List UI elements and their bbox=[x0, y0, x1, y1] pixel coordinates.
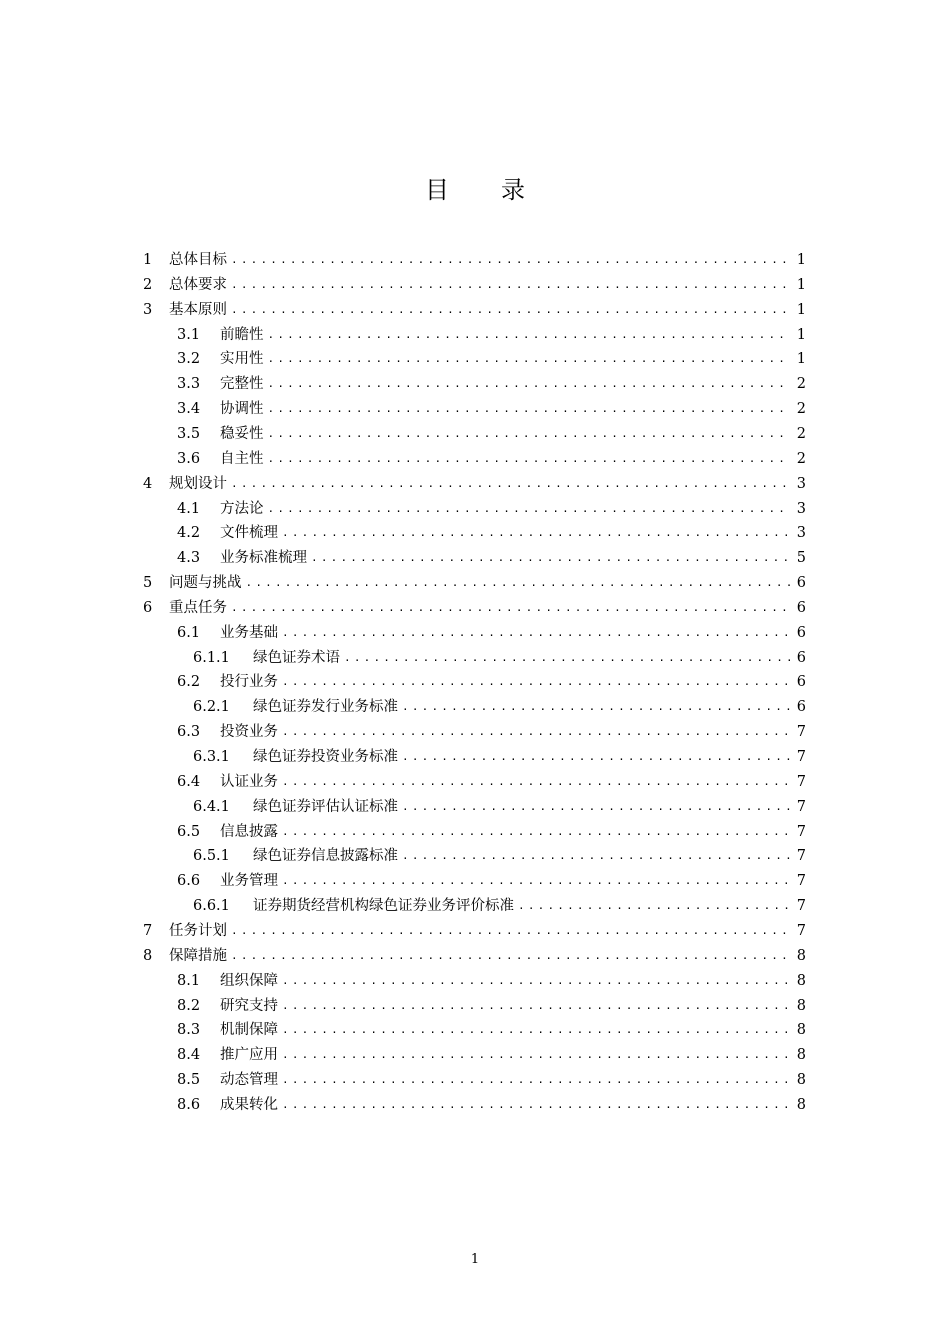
toc-entry-label: 业务基础 bbox=[220, 624, 278, 641]
toc-leader-dots bbox=[268, 323, 791, 348]
toc-entry-number: 5 bbox=[143, 575, 153, 592]
toc-leader-dots bbox=[402, 844, 790, 869]
toc-entry-number: 6.2 bbox=[177, 674, 201, 691]
toc-entry-label: 协调性 bbox=[220, 401, 264, 418]
toc-entry-page: 8 bbox=[796, 1096, 806, 1113]
toc-entry-page: 8 bbox=[796, 947, 806, 964]
toc-entry-number: 2 bbox=[143, 276, 153, 293]
toc-entry[interactable] bbox=[177, 969, 806, 994]
toc-entry[interactable] bbox=[143, 248, 806, 273]
toc-entry[interactable] bbox=[193, 844, 806, 869]
toc-leader-dots bbox=[268, 422, 791, 447]
toc-entry-number: 6.4.1 bbox=[193, 798, 230, 815]
toc-leader-dots bbox=[402, 695, 790, 720]
toc-entry-number: 6.3.1 bbox=[193, 749, 230, 765]
toc-entry-page: 7 bbox=[796, 898, 806, 915]
toc-leader-dots bbox=[282, 521, 790, 546]
toc-leader-dots bbox=[231, 273, 790, 298]
toc-entry-page: 1 bbox=[796, 276, 806, 293]
toc-entry-number: 6.5.1 bbox=[193, 848, 230, 865]
toc-entry[interactable] bbox=[177, 1018, 806, 1043]
toc-entry-page: 7 bbox=[796, 848, 806, 865]
toc-entry[interactable] bbox=[177, 521, 806, 546]
toc-entry-label: 实用性 bbox=[220, 351, 264, 368]
toc-entry-number: 6.5 bbox=[177, 823, 201, 840]
title-char-2: 录 bbox=[501, 176, 525, 204]
toc-leader-dots bbox=[282, 1043, 790, 1068]
toc-leader-dots bbox=[344, 646, 790, 671]
toc-entry[interactable] bbox=[177, 770, 806, 795]
toc-entry-number: 3.5 bbox=[177, 425, 201, 442]
toc-entry[interactable] bbox=[177, 670, 806, 695]
toc-entry-number: 4 bbox=[143, 475, 153, 492]
toc-entry-page: 6 bbox=[796, 575, 806, 592]
toc-leader-dots bbox=[231, 596, 790, 621]
toc-leader-dots bbox=[402, 795, 790, 820]
toc-entry-page: 5 bbox=[796, 550, 806, 567]
toc-leader-dots bbox=[268, 372, 791, 397]
toc-leader-dots bbox=[231, 248, 790, 273]
toc-entry-label: 绿色证券信息披露标准 bbox=[253, 848, 398, 865]
toc-entry-label: 动态管理 bbox=[220, 1072, 278, 1089]
toc-entry-page: 1 bbox=[796, 252, 806, 268]
toc-entry-label: 规划设计 bbox=[169, 475, 227, 492]
toc-entry-label: 前瞻性 bbox=[220, 326, 264, 343]
toc-entry-label: 方法论 bbox=[220, 500, 264, 517]
toc-entry[interactable] bbox=[143, 944, 806, 969]
toc-entry-number: 4.2 bbox=[177, 525, 201, 542]
toc-entry[interactable] bbox=[177, 323, 806, 348]
toc-entry-label: 认证业务 bbox=[220, 773, 278, 790]
toc-entry[interactable] bbox=[193, 894, 806, 919]
toc-entry-label: 绿色证券术语 bbox=[253, 649, 340, 666]
toc-entry-number: 6 bbox=[143, 599, 153, 616]
toc-entry-page: 6 bbox=[796, 599, 806, 616]
toc-leader-dots bbox=[231, 944, 790, 969]
toc-entry-page: 7 bbox=[796, 873, 806, 890]
toc-leader-dots bbox=[231, 298, 790, 323]
toc-entry-page: 8 bbox=[796, 1072, 806, 1089]
toc-entry-label: 绿色证券投资业务标准 bbox=[253, 749, 398, 765]
toc-entry-label: 绿色证券评估认证标准 bbox=[253, 798, 398, 815]
toc-leader-dots bbox=[282, 720, 790, 745]
toc-entry-number: 6.1 bbox=[177, 624, 201, 641]
toc-entry[interactable] bbox=[177, 820, 806, 845]
toc-leader-dots bbox=[282, 670, 790, 695]
toc-entry-label: 保障措施 bbox=[169, 947, 227, 964]
toc-entry-number: 6.6.1 bbox=[193, 898, 230, 915]
toc-entry-page: 1 bbox=[796, 326, 806, 343]
toc-entry[interactable] bbox=[177, 422, 806, 447]
toc-entry[interactable] bbox=[193, 695, 806, 720]
toc-entry-number: 8.6 bbox=[177, 1096, 201, 1113]
toc-entry-page: 1 bbox=[796, 351, 806, 368]
toc-leader-dots bbox=[282, 770, 790, 795]
toc-leader-dots bbox=[282, 621, 790, 646]
toc-entry-label: 完整性 bbox=[220, 376, 264, 393]
toc-entry-number: 6.6 bbox=[177, 873, 201, 890]
toc-entry-page: 7 bbox=[796, 724, 806, 741]
toc-entry[interactable] bbox=[143, 919, 806, 944]
toc-entry-number: 4.3 bbox=[177, 550, 201, 567]
toc-entry[interactable] bbox=[177, 347, 806, 372]
toc-entry-number: 1 bbox=[143, 252, 153, 268]
toc-entry[interactable] bbox=[177, 1093, 806, 1118]
toc-entry-number: 8.3 bbox=[177, 1022, 201, 1039]
title-char-1: 目 bbox=[425, 176, 449, 204]
toc-entry-label: 成果转化 bbox=[220, 1096, 278, 1113]
toc-entry[interactable] bbox=[177, 546, 806, 571]
toc-entry-page: 6 bbox=[796, 699, 806, 716]
toc-leader-dots bbox=[282, 820, 790, 845]
toc-entry-number: 6.1.1 bbox=[193, 649, 230, 666]
toc-entry-number: 3.3 bbox=[177, 376, 201, 393]
toc-entry[interactable] bbox=[143, 596, 806, 621]
toc-entry-label: 信息披露 bbox=[220, 823, 278, 840]
toc-entry-page: 8 bbox=[796, 1022, 806, 1039]
toc-leader-dots bbox=[311, 546, 790, 571]
toc-entry-page: 2 bbox=[796, 450, 806, 467]
toc-entry-number: 6.2.1 bbox=[193, 699, 230, 716]
toc-entry-page: 7 bbox=[796, 773, 806, 790]
toc-entry-label: 稳妥性 bbox=[220, 425, 264, 442]
page-number: 1 bbox=[470, 1252, 480, 1267]
toc-entry[interactable] bbox=[193, 646, 806, 671]
toc-entry-label: 投资业务 bbox=[220, 724, 278, 741]
toc-entry[interactable] bbox=[193, 795, 806, 820]
toc-entry-page: 7 bbox=[796, 749, 806, 765]
toc-leader-dots bbox=[282, 869, 790, 894]
toc-entry-label: 总体目标 bbox=[169, 252, 227, 268]
toc-leader-dots bbox=[282, 1068, 790, 1093]
toc-entry-number: 3.2 bbox=[177, 351, 201, 368]
toc-entry-label: 绿色证券发行业务标准 bbox=[253, 699, 398, 716]
toc-leader-dots bbox=[282, 1093, 790, 1118]
toc-entry[interactable] bbox=[177, 497, 806, 522]
toc-leader-dots bbox=[282, 1018, 790, 1043]
toc-entry[interactable] bbox=[177, 1043, 806, 1068]
toc-entry[interactable] bbox=[177, 869, 806, 894]
toc-entry-page: 3 bbox=[796, 500, 806, 517]
page-title bbox=[0, 170, 950, 205]
toc-entry-page: 2 bbox=[796, 425, 806, 442]
toc-leader-dots bbox=[231, 919, 790, 944]
toc-entry-page: 3 bbox=[796, 475, 806, 492]
toc-entry-page: 3 bbox=[796, 525, 806, 542]
toc-entry-label: 业务标准梳理 bbox=[220, 550, 307, 567]
toc-leader-dots bbox=[282, 994, 790, 1019]
toc-entry[interactable] bbox=[177, 372, 806, 397]
toc-entry-number: 8.1 bbox=[177, 972, 201, 989]
toc-entry[interactable] bbox=[177, 720, 806, 745]
toc-entry-page: 6 bbox=[796, 674, 806, 691]
toc-entry-page: 7 bbox=[796, 798, 806, 815]
toc-entry-number: 3.1 bbox=[177, 326, 201, 343]
toc-entry[interactable] bbox=[177, 1068, 806, 1093]
toc-entry-page: 8 bbox=[796, 972, 806, 989]
toc-leader-dots bbox=[282, 969, 790, 994]
toc-entry[interactable] bbox=[177, 397, 806, 422]
toc-entry-number: 3.4 bbox=[177, 401, 201, 418]
toc-entry-page: 6 bbox=[796, 649, 806, 666]
toc-leader-dots bbox=[268, 497, 791, 522]
toc-entry[interactable] bbox=[143, 273, 806, 298]
toc-entry-number: 6.4 bbox=[177, 773, 201, 790]
toc-entry-label: 业务管理 bbox=[220, 873, 278, 890]
toc-entry-page: 7 bbox=[796, 823, 806, 840]
toc-entry-number: 8.4 bbox=[177, 1047, 201, 1064]
toc-entry[interactable] bbox=[193, 745, 806, 770]
toc-entry-number: 7 bbox=[143, 922, 153, 939]
toc-entry-page: 8 bbox=[796, 997, 806, 1014]
toc-entry-number: 8.5 bbox=[177, 1072, 201, 1089]
toc-leader-dots bbox=[231, 472, 790, 497]
toc-leader-dots bbox=[402, 745, 790, 770]
toc-entry-label: 基本原则 bbox=[169, 301, 227, 318]
toc-leader-dots bbox=[246, 571, 791, 596]
toc-entry-label: 任务计划 bbox=[169, 922, 227, 939]
toc-leader-dots bbox=[268, 397, 791, 422]
toc-entry[interactable] bbox=[177, 447, 806, 472]
toc-entry-number: 6.3 bbox=[177, 724, 201, 741]
toc-entry[interactable] bbox=[143, 571, 806, 596]
toc-entry[interactable] bbox=[177, 621, 806, 646]
toc-entry-label: 证券期货经营机构绿色证券业务评价标准 bbox=[253, 898, 514, 915]
toc-entry-page: 7 bbox=[796, 922, 806, 939]
toc-entry-number: 8 bbox=[143, 947, 153, 964]
toc-entry-label: 投行业务 bbox=[220, 674, 278, 691]
toc-entry-number: 3 bbox=[143, 301, 153, 318]
toc-entry-page: 8 bbox=[796, 1047, 806, 1064]
toc-entry-label: 问题与挑战 bbox=[169, 575, 242, 592]
toc-entry-label: 推广应用 bbox=[220, 1047, 278, 1064]
toc-entry[interactable] bbox=[143, 298, 806, 323]
toc-entry-page: 1 bbox=[796, 301, 806, 318]
toc-entry-page: 2 bbox=[796, 376, 806, 393]
toc-entry-label: 自主性 bbox=[220, 450, 264, 467]
toc-entry[interactable] bbox=[177, 994, 806, 1019]
toc-entry-number: 8.2 bbox=[177, 997, 201, 1014]
toc-entry-page: 6 bbox=[796, 624, 806, 641]
toc-entry-page: 2 bbox=[796, 401, 806, 418]
toc-entry[interactable] bbox=[143, 472, 806, 497]
toc-leader-dots bbox=[268, 447, 791, 472]
toc-entry-label: 研究支持 bbox=[220, 997, 278, 1014]
toc-entry-label: 组织保障 bbox=[220, 972, 278, 989]
toc-entry-label: 机制保障 bbox=[220, 1022, 278, 1039]
toc-entry-label: 重点任务 bbox=[169, 599, 227, 616]
toc-entry-label: 总体要求 bbox=[169, 276, 227, 293]
toc-entry-number: 4.1 bbox=[177, 500, 201, 517]
toc-leader-dots bbox=[268, 347, 791, 372]
toc-leader-dots bbox=[518, 894, 790, 919]
toc-entry-number: 3.6 bbox=[177, 450, 201, 467]
toc-entry-label: 文件梳理 bbox=[220, 525, 278, 542]
